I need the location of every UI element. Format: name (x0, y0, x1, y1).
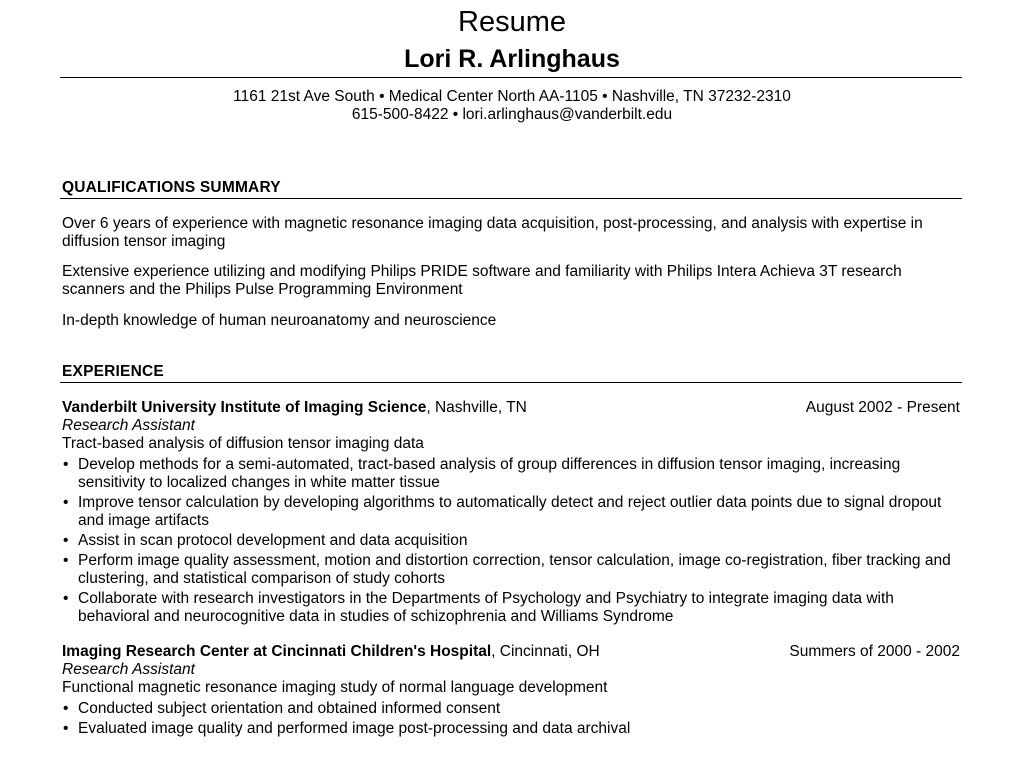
job-bullet-list (62, 456, 962, 628)
job-bullet-list (62, 700, 962, 740)
job-description: Functional magnetic resonance imaging study of normal language development (62, 679, 608, 696)
job-location: , Nashville, TN (426, 399, 527, 416)
list-item (62, 532, 962, 550)
bullet-text: Improve tensor calculation by developing algorithms to automatically detect and reject outlier data points due to signal dropout and image artifacts (78, 494, 942, 529)
bullet-icon: • (63, 456, 69, 473)
bullet-icon: • (63, 552, 69, 569)
resume-name: Lori R. Arlinghaus (404, 45, 620, 73)
bullet-text: Collaborate with research investigators in the Departments of Psychology and Psychiatry to integrate imaging data with behavioral and neurocognitive data in studies of schizophrenia and Williams Syndrome (78, 590, 894, 625)
qualification-item: Over 6 years of experience with magnetic resonance imaging data acquisition, post-processing, and analysis with expertise in diffusion tensor imaging (62, 215, 923, 250)
job-header (62, 643, 960, 661)
experience-rule (60, 382, 962, 383)
bullet-icon: • (63, 532, 69, 549)
qualifications-heading: QUALIFICATIONS SUMMARY (62, 179, 281, 196)
list-item (62, 590, 962, 626)
job-organization: Vanderbilt University Institute of Imaging Science (62, 399, 427, 416)
experience-heading: EXPERIENCE (62, 363, 164, 380)
contact-address: 1161 21st Ave South • Medical Center North AA-1105 • Nashville, TN 37232-2310 (233, 88, 791, 105)
list-item (62, 552, 962, 588)
list-item (62, 494, 962, 530)
bullet-icon: • (63, 590, 69, 607)
list-item (62, 720, 962, 738)
qualification-item: In-depth knowledge of human neuroanatomy and neuroscience (62, 312, 497, 329)
job-dates: Summers of 2000 - 2002 (789, 643, 960, 660)
list-item (62, 700, 962, 718)
job-location: , Cincinnati, OH (491, 643, 600, 660)
job-dates: August 2002 - Present (805, 399, 960, 416)
bullet-icon: • (63, 700, 69, 717)
bullet-text: Assist in scan protocol development and data acquisition (78, 532, 468, 549)
qualification-item: Extensive experience utilizing and modifying Philips PRIDE software and familiarity with Philips Intera Achieva 3T research scanners and the Philips Pulse Programming Environment (62, 263, 902, 298)
bullet-text: Perform image quality assessment, motion and distortion correction, tensor calculation, image co-registration, fiber tracking and clustering, and statistical comparison of study cohorts (78, 552, 951, 587)
job-title: Research Assistant (62, 417, 195, 434)
bullet-icon: • (63, 720, 69, 737)
bullet-text: Develop methods for a semi-automated, tract-based analysis of group differences in diffusion tensor imaging, increasing sensitivity to localized changes in white matter tissue (78, 456, 901, 491)
bullet-icon: • (63, 494, 69, 511)
job-title: Research Assistant (62, 661, 195, 678)
job-organization: Imaging Research Center at Cincinnati Children's Hospital (62, 643, 492, 660)
list-item (62, 456, 962, 492)
contact-phone-email: 615-500-8422 • lori.arlinghaus@vanderbilt.edu (351, 106, 673, 123)
bullet-text: Evaluated image quality and performed image post-processing and data archival (78, 720, 631, 737)
header-rule (60, 77, 962, 78)
job-header (62, 399, 960, 417)
job-description: Tract-based analysis of diffusion tensor imaging data (62, 435, 424, 452)
qualifications-rule (60, 198, 962, 199)
slide-title: Resume (458, 6, 566, 38)
bullet-text: Conducted subject orientation and obtained informed consent (78, 700, 501, 717)
